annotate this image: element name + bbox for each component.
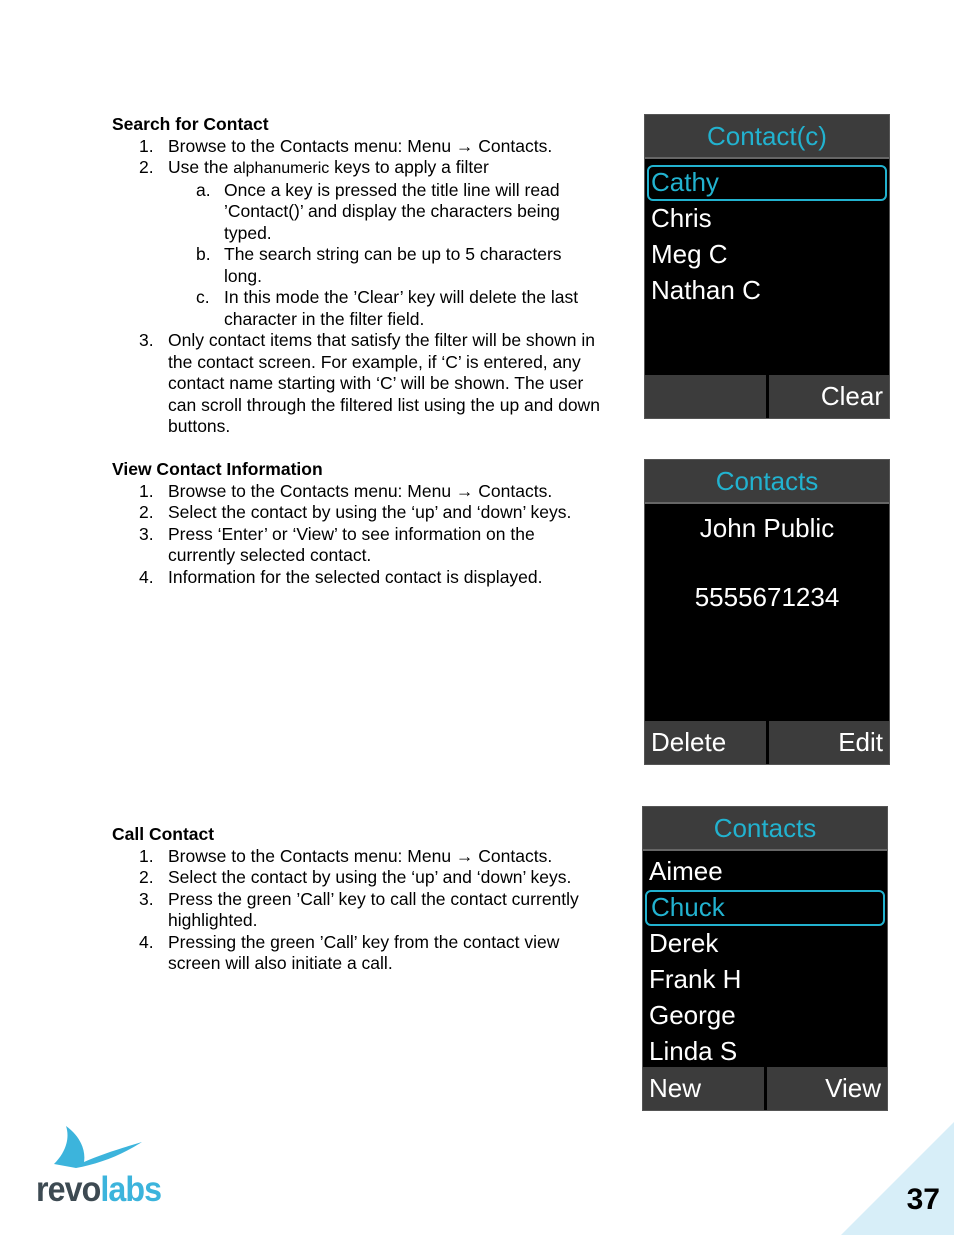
- contact-item-selected[interactable]: Cathy: [645, 164, 889, 200]
- list-item: 2. Use the alphanumeric keys to apply a filter a. Once a key is pressed the title line will read ’Contact()’ and display the characters being typed. b. The search string can be up to 5 characters long. c. In this mode the ’Clear’ key will delete the last character in the filter field.: [168, 157, 602, 330]
- sub-list: [168, 180, 602, 331]
- contact-item-selected[interactable]: Chuck: [643, 889, 887, 925]
- new-softkey[interactable]: New: [643, 1067, 767, 1110]
- list-item: 1. Browse to the Contacts menu: Menu → Contacts.: [139, 135, 553, 156]
- delete-softkey[interactable]: Delete: [645, 721, 769, 764]
- contact-number: 5555671234: [694, 582, 840, 612]
- phone-screen-view: [644, 459, 890, 765]
- phone-screen-search: [644, 114, 890, 419]
- corner-decoration: [841, 1122, 954, 1235]
- list-item: 1. Browse to the Contacts menu: Menu → Contacts.: [139, 845, 553, 866]
- contact-item[interactable]: Aimee: [649, 856, 723, 886]
- section-heading: Search for Contact: [112, 114, 269, 134]
- contact-item[interactable]: Nathan C: [651, 275, 761, 305]
- list-item: 1. Browse to the Contacts menu: Menu → Contacts.: [139, 480, 553, 501]
- contact-item[interactable]: George: [649, 1000, 736, 1030]
- revolabs-logo: [36, 1122, 162, 1212]
- list-item: 2. Select the contact by using the ‘up’ and ‘down’ keys.: [139, 867, 572, 887]
- list-item: a. Once a key is pressed the title line will read ’Contact()’ and display the characters being typed.: [196, 179, 560, 243]
- section-search-contact: [112, 114, 602, 438]
- contact-name: John Public: [699, 513, 835, 543]
- brand-wordmark: revolabs: [36, 1170, 162, 1209]
- contact-item[interactable]: Chris: [651, 203, 712, 233]
- screen-title: Contacts: [643, 807, 887, 851]
- screen-title: Contact(c): [645, 115, 889, 159]
- list-item: 3. Press ‘Enter’ or ‘View’ to see information on the currently selected contact.: [139, 523, 535, 565]
- edit-softkey[interactable]: Edit: [838, 727, 883, 757]
- list-item: 4. Pressing the green ’Call’ key from the contact view screen will also initiate a call.: [139, 931, 560, 973]
- softkey-left[interactable]: [645, 375, 769, 418]
- section-heading: View Contact Information: [112, 459, 323, 479]
- list-item: b. The search string can be up to 5 characters long.: [196, 244, 562, 286]
- section-heading: Call Contact: [112, 824, 215, 844]
- list-item: 2. Select the contact by using the ‘up’ and ‘down’ keys.: [139, 502, 572, 522]
- list-item: 4. Information for the selected contact is displayed.: [139, 566, 543, 587]
- contact-item[interactable]: Meg C: [651, 239, 728, 269]
- list-item: 3. Press the green ’Call’ key to call the contact currently highlighted.: [139, 888, 579, 930]
- softkey-bar: [645, 721, 889, 764]
- contact-item[interactable]: Frank H: [649, 964, 742, 994]
- contact-item[interactable]: Derek: [649, 928, 719, 958]
- steps-list: [112, 481, 602, 589]
- steps-list: [112, 846, 602, 975]
- page-number: 37: [906, 1183, 940, 1216]
- list-item: c. In this mode the ’Clear’ key will delete the last character in the filter field.: [196, 287, 579, 329]
- softkey-bar: [643, 1067, 887, 1110]
- view-softkey[interactable]: View: [825, 1073, 881, 1103]
- contact-item[interactable]: Linda S: [649, 1036, 738, 1066]
- softkey-bar: [645, 375, 889, 418]
- clear-softkey[interactable]: Clear: [820, 381, 883, 411]
- list-item: 3. Only contact items that satisfy the filter will be shown in the contact screen. For example, if ‘C’ is entered, any contact name starting with ‘C’ will be shown. The user can scroll through the filtered list using the up and down buttons.: [139, 330, 600, 436]
- section-call-contact: [112, 824, 602, 975]
- steps-list: [112, 136, 602, 438]
- screen-title: Contacts: [645, 460, 889, 504]
- section-view-contact: [112, 459, 602, 588]
- phone-screen-call: [642, 806, 888, 1111]
